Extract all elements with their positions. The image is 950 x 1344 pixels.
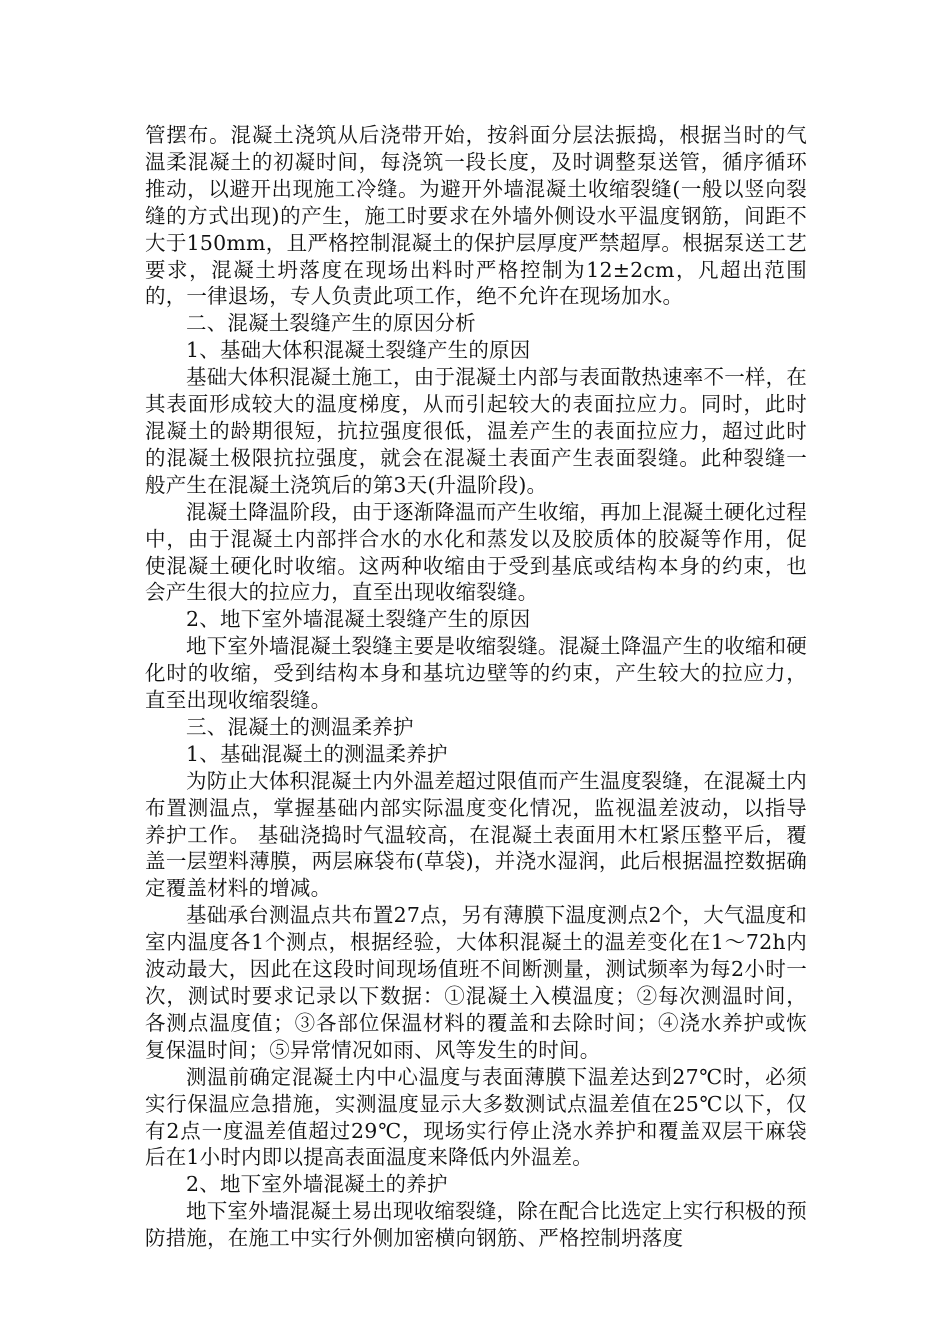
subheading-basement-wall-curing: 2、地下室外墙混凝土的养护 bbox=[186, 1172, 448, 1197]
paragraph-basement-shrinkage: 地下室外墙混凝土裂缝主要是收缩裂缝。混凝土降温产生的收缩和硬化时的收缩，受到结构本身和基坑边壁等的约束，产生较大的拉应力，直至出现收缩裂缝。 bbox=[145, 634, 807, 713]
paragraph-measurement-frequency: 基础承台测温点共布置27点，另有薄膜下温度测点2个，大气温度和室内温度各1个测点，根据经验，大体积混凝土的温差变化在1～72h内波动最大，因此在这段时间现场值班不间断测量，测试频率为每2小时一次，测试时要求记录以下数据：①混凝土入模温度；②每次测温时间，各测点温度值；③各部位保温材料的覆盖和去除时间；④浇水养护或恢复保温时间；⑤异常情况如雨、风等发生的时间。 bbox=[145, 903, 807, 1062]
paragraph-pump-construction: 管摆布。混凝土浇筑从后浇带开始，按斜面分层法振捣，根据当时的气温柔混凝土的初凝时间，每浇筑一段长度，及时调整泵送管，循序循环推动，以避开出现施工冷缝。为避开外墙混凝土收缩裂缝(一般以竖向裂缝的方式出现)的产生，施工时要求在外墙外侧设水平温度钢筋，间距不大于150mm，且严格控制混凝土的保护层厚度严禁超厚。根据泵送工艺要求，混凝土坍落度在现场出料时严格控制为12±2cm，凡超出范围的，一律退场，专人负责此项工作，绝不允许在现场加水。 bbox=[145, 123, 807, 309]
subheading-basement-wall-cracks: 2、地下室外墙混凝土裂缝产生的原因 bbox=[186, 607, 531, 632]
paragraph-emergency-measures: 测温前确定混凝土内中心温度与表面薄膜下温差达到27℃时，必须实行保温应急措施，实测温度显示大多数测试点温差值在25℃以下，仅有2点一度温差值超过29℃，现场实行停止浇水养护和覆盖双层干麻袋后在1小时内即以提高表面温度来降低内外温差。 bbox=[145, 1064, 807, 1170]
section-heading-crack-causes: 二、混凝土裂缝产生的原因分析 bbox=[186, 311, 476, 336]
paragraph-cooling-shrinkage: 混凝土降温阶段，由于逐渐降温而产生收缩，再加上混凝土硬化过程中，由于混凝土内部拌合水的水化和蒸发以及胶质体的胶凝等作用，促使混凝土硬化时收缩。这两种收缩由于受到基底或结构本身的约束，也会产生很大的拉应力，直至出现收缩裂缝。 bbox=[145, 499, 807, 605]
document-page bbox=[145, 122, 807, 1252]
paragraph-measuring-points: 为防止大体积混凝土内外温差超过限值而产生温度裂缝，在混凝土内布置测温点，掌握基础内部实际温度变化情况，监视温差波动，以指导养护工作。 基础浇捣时气温较高，在混凝土表面用木杠紧压整平后，覆盖一层塑料薄膜，两层麻袋布(草袋)，并浇水湿润，此后根据温控数据确定覆盖材料的增减。 bbox=[145, 768, 807, 901]
paragraph-foundation-surface-cracks: 基础大体积混凝土施工，由于混凝土内部与表面散热速率不一样，在其表面形成较大的温度梯度，从而引起较大的表面拉应力。同时，此时混凝土的龄期很短，抗拉强度很低，温差产生的表面拉应力，超过此时的混凝土极限抗拉强度，就会在混凝土表面产生表面裂缝。此种裂缝一般产生在混凝土浇筑后的第3天(升温阶段)。 bbox=[145, 365, 807, 497]
section-heading-temperature-curing: 三、混凝土的测温柔养护 bbox=[186, 714, 414, 739]
subheading-foundation-cracks: 1、基础大体积混凝土裂缝产生的原因 bbox=[186, 338, 531, 363]
paragraph-basement-wall-prevention: 地下室外墙混凝土易出现收缩裂缝，除在配合比选定上实行积极的预防措施，在施工中实行外侧加密横向钢筋、严格控制坍落度 bbox=[145, 1199, 807, 1251]
subheading-foundation-curing: 1、基础混凝土的测温柔养护 bbox=[186, 741, 448, 766]
